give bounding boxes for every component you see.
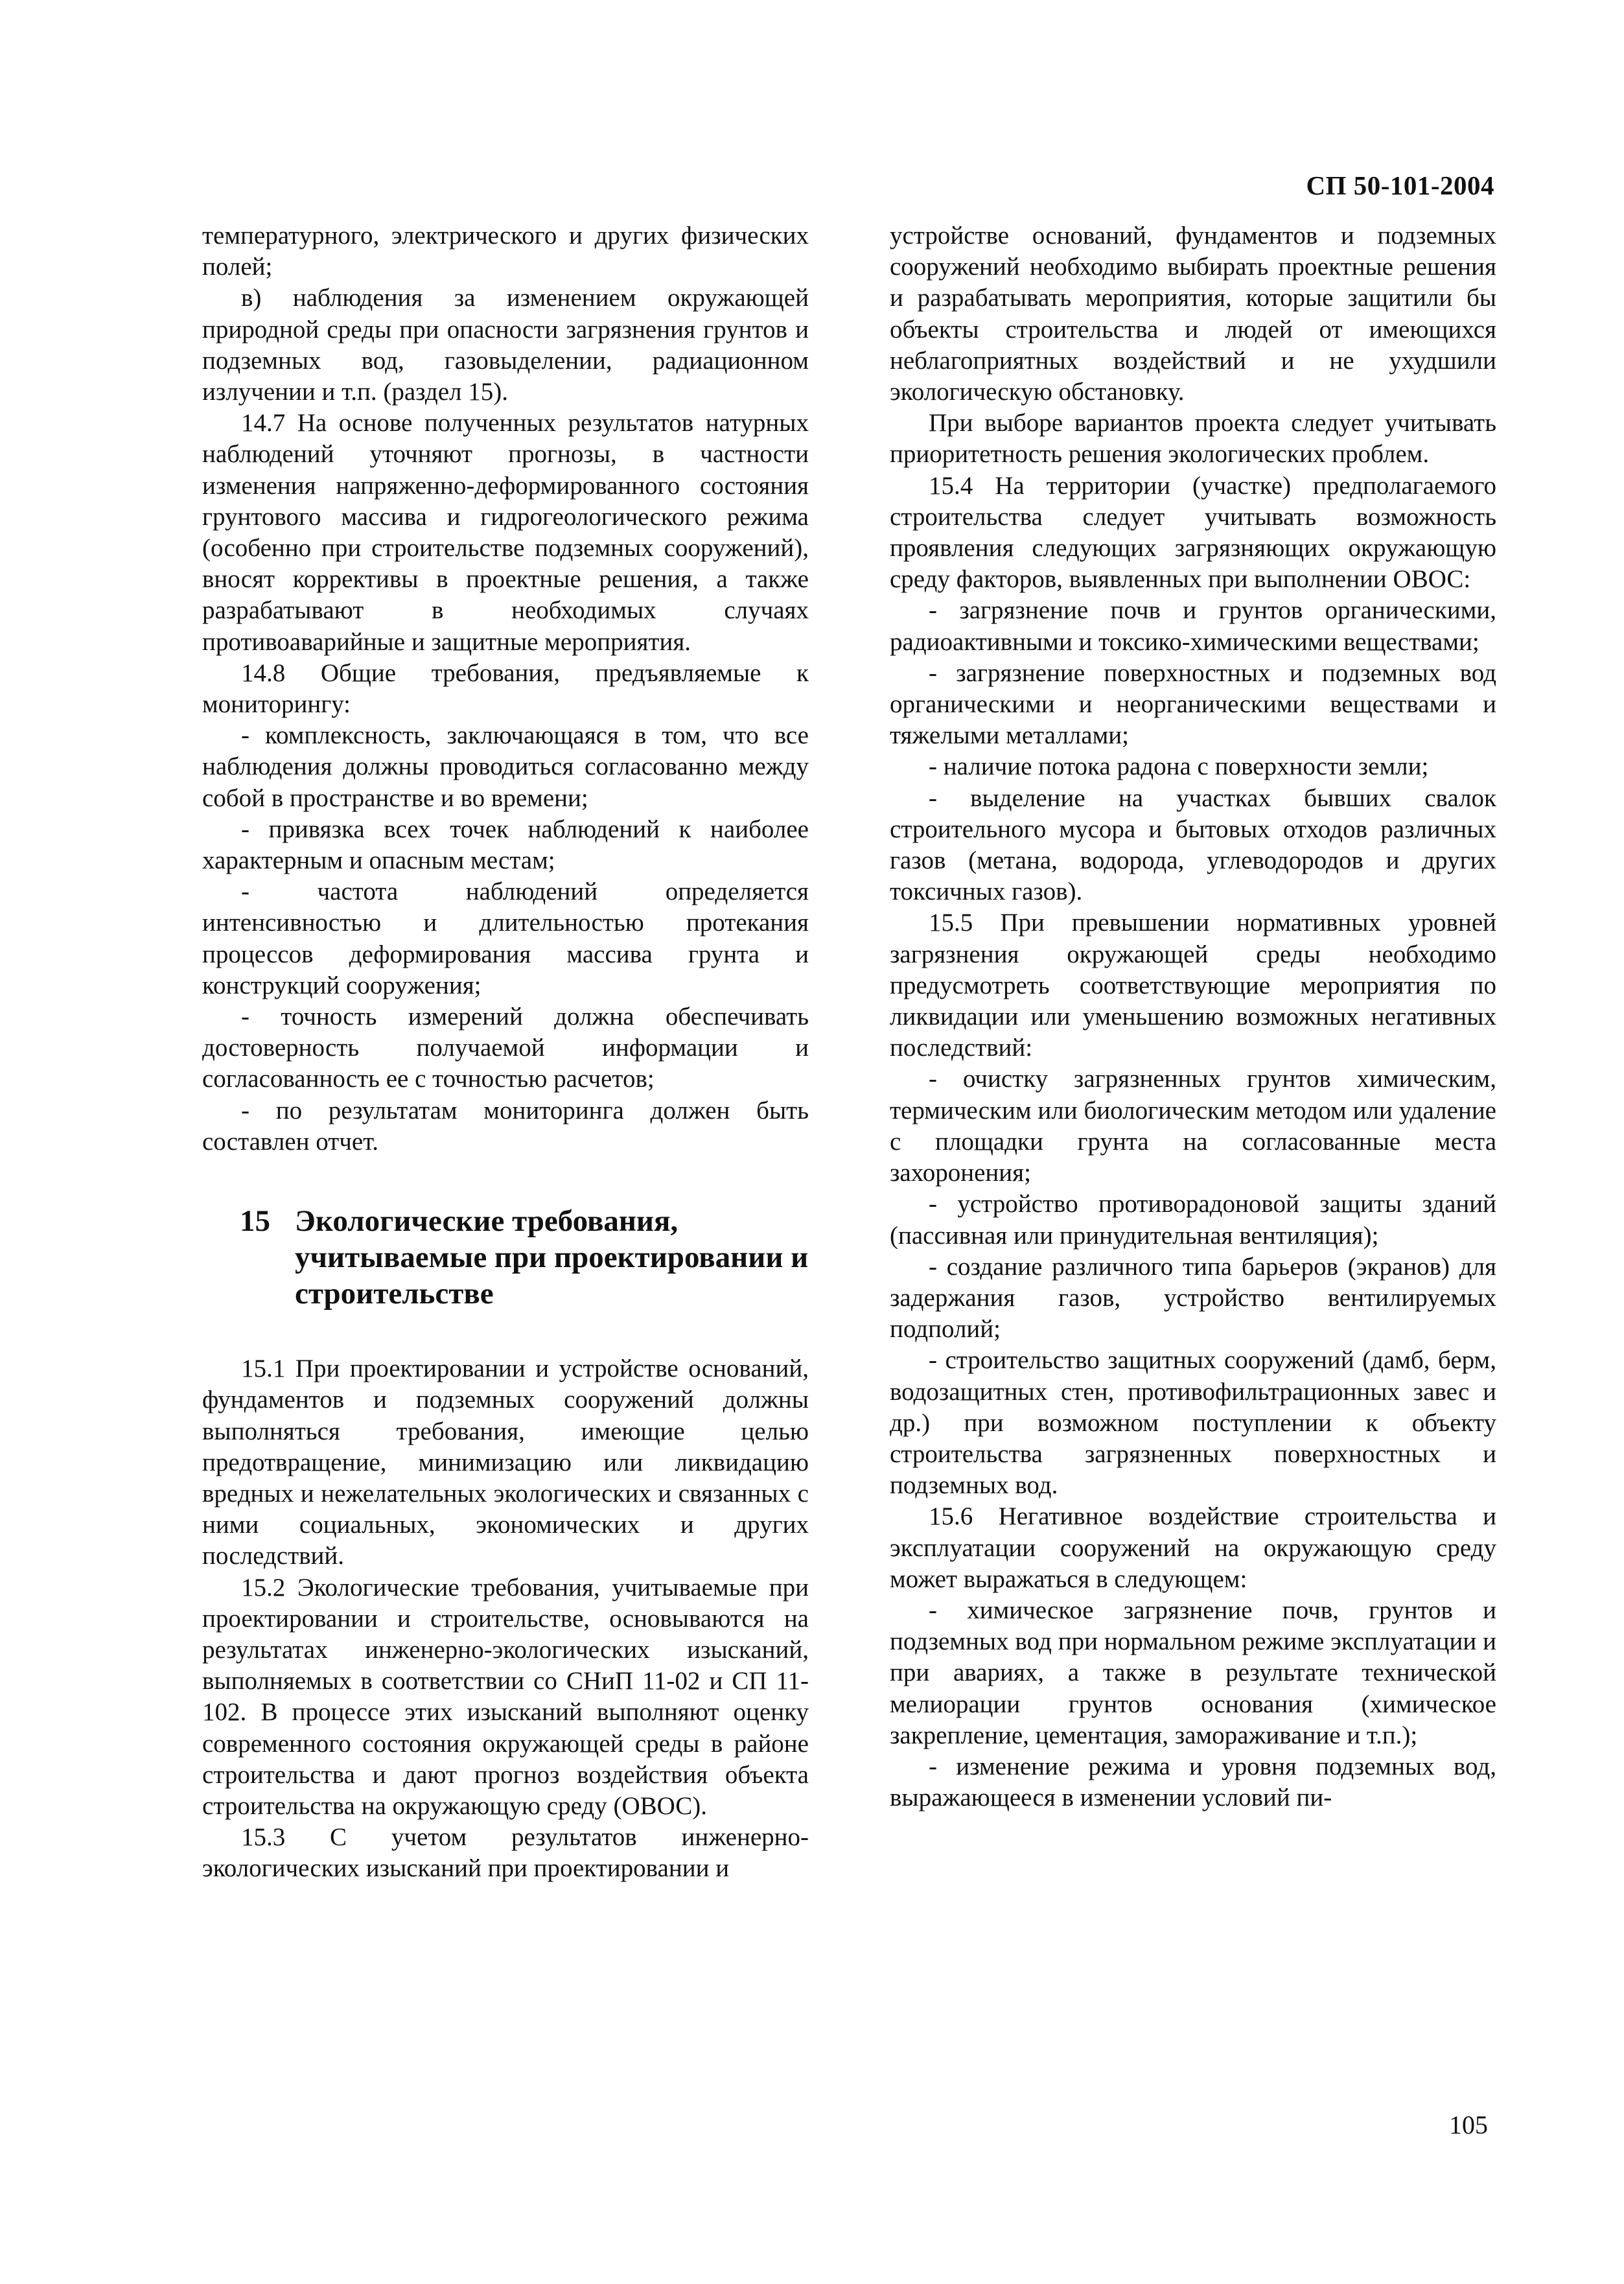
paragraph: в) наблюдения за изменением окружающей природной среды при опасности загрязнения грунтов и подземных вод, газовыделении, радиационном излучении и т.п. (раздел 15).	[202, 284, 809, 406]
paragraph: - очистку загрязненных грунтов химическим, термическим или биологическим методом или удаление с площадки грунта на согласованные места захоронения;	[890, 1065, 1496, 1187]
paragraph: - изменение режима и уровня подземных вод, выражающееся в изменении условий пи-	[890, 1752, 1496, 1812]
paragraph: - строительство защитных сооружений (дамб, берм, водозащитных стен, противофильтрационных завес и др.) при возможном поступлении к объекту строительства загрязненных поверхностных и подземных вод.	[890, 1346, 1496, 1500]
right-column	[890, 220, 1496, 1813]
paragraph: 15.5 При превышении нормативных уровней загрязнения окружающей среды необходимо предусмотреть соответствующие мероприятия по ликвидации или уменьшению возможных негативных последствий:	[890, 909, 1496, 1062]
section-title: Экологические требования, учитываемые при проектировании и строительстве	[295, 1204, 809, 1311]
paragraph: 14.7 На основе полученных результатов натурных наблюдений уточняют прогнозы, в частности изменения напряженно-деформированного состояния грунтового массива и гидрогеологического режима (особенно при строительстве подземных сооружений), вносят коррективы в проектные решения, а также разрабатывают в необходимых случаях противоаварийные и защитные мероприятия.	[202, 409, 809, 656]
paragraph: - привязка всех точек наблюдений к наиболее характерным и опасным местам;	[202, 815, 809, 875]
paragraph: температурного, электрического и других физических полей;	[202, 222, 809, 281]
paragraph: - устройство противорадоновой защиты зданий (пассивная или принудительная вентиляция);	[890, 1190, 1496, 1250]
left-column-paragraphs	[202, 220, 809, 1158]
paragraph: - наличие потока радона с поверхности земли;	[929, 752, 1429, 781]
paragraph: - по результатам мониторинга должен быть составлен отчет.	[202, 1096, 809, 1156]
paragraph: устройстве оснований, фундаментов и подземных сооружений необходимо выбирать проектные решения и разрабатывать мероприятия, которые защитили бы объекты строительства и людей от имеющихся неблагоприятных воздействий и не ухудшили экологическую обстановку.	[890, 222, 1496, 406]
paragraph: - химическое загрязнение почв, грунтов и подземных вод при нормальном режиме эксплуатации и при авариях, а также в результате технической мелиорации грунтов основания (химическое закрепление, цементация, замораживание и т.п.);	[890, 1596, 1496, 1749]
paragraph: - частота наблюдений определяется интенсивностью и длительностью протекания процессов деформирования массива грунта и конструкций сооружения;	[202, 878, 809, 999]
section-number: 15	[240, 1204, 270, 1239]
paragraph: 15.3 С учетом результатов инженерно-экологических изысканий при проектировании и	[202, 1823, 809, 1883]
paragraph: 15.2 Экологические требования, учитываемые при проектировании и строительстве, основываются на результатах инженерно-экологических изысканий, выполняемых в соответствии со СНиП 11-02 и СП 11-102. В процессе этих изысканий выполняют оценку современного состояния окружающей среды в районе строительства и дают прогноз воздействия объекта строительства на окружающую среду (ОВОС).	[202, 1573, 809, 1820]
paragraph: - загрязнение поверхностных и подземных вод органическими и неорганическими веществами и тяжелыми металлами;	[890, 658, 1496, 750]
paragraph: 15.4 На территории (участке) предполагаемого строительства следует учитывать возможность проявления следующих загрязняющих окружающую среду факторов, выявленных при выполнении ОВОС:	[890, 471, 1496, 594]
right-column-paragraphs	[890, 220, 1496, 1813]
paragraph: - выделение на участках бывших свалок строительного мусора и бытовых отходов различных газов (метана, водорода, углеводородов и других токсичных газов).	[890, 784, 1496, 906]
paragraph: 15.6 Негативное воздействие строительства и эксплуатации сооружений на окружающую среду может выражаться в следующем:	[890, 1502, 1496, 1593]
page-header-code: СП 50-101-2004	[1306, 170, 1494, 200]
paragraph: - комплексность, заключающаяся в том, что все наблюдения должны проводиться согласованно между собой в пространстве и во времени;	[202, 721, 809, 812]
paragraph: - создание различного типа барьеров (экранов) для задержания газов, устройство вентилируемых подполий;	[890, 1252, 1496, 1344]
paragraph: При выборе вариантов проекта следует учитывать приоритетность решения экологических проблем.	[890, 409, 1496, 469]
page-number: 105	[1449, 2110, 1488, 2139]
paragraph: - загрязнение почв и грунтов органическими, радиоактивными и токсико-химическими веществами;	[890, 596, 1496, 656]
paragraph: 15.1 При проектировании и устройстве оснований, фундаментов и подземных сооружений должны выполняться требования, имеющие целью предотвращение, минимизацию или ликвидацию вредных и нежелательных экологических и связанных с ними социальных, экономических и других последствий.	[202, 1355, 809, 1570]
left-column-section-paragraphs	[202, 1353, 809, 1884]
paragraph: - точность измерений должна обеспечивать достоверность получаемой информации и согласованность ее с точностью расчетов;	[202, 1003, 809, 1093]
section-heading	[202, 1203, 809, 1312]
paragraph: 14.8 Общие требования, предъявляемые к мониторингу:	[202, 658, 809, 719]
left-column	[202, 220, 809, 1885]
